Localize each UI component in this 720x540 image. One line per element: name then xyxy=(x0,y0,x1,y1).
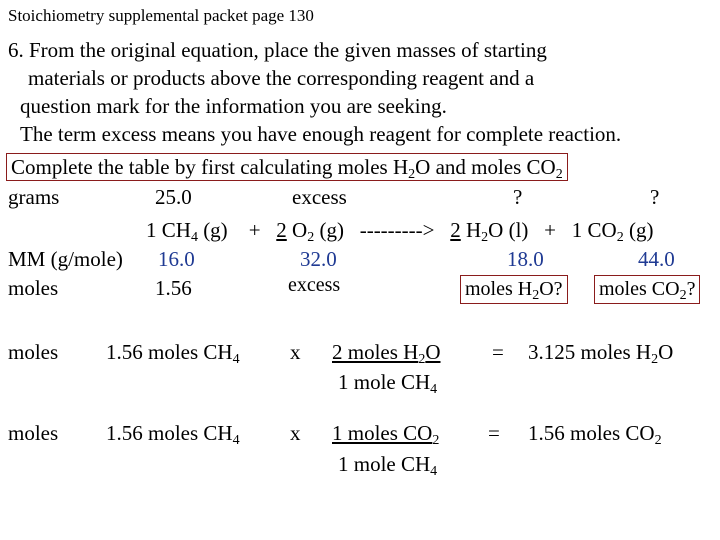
moles-h2o-boxed: moles $H_2O$? xyxy=(460,275,568,304)
instruction-line-4: The term excess means you have enough reagent for complete reaction. xyxy=(20,122,622,146)
calc1-denominator: 1 mole $CH_4$ xyxy=(338,370,438,397)
mm-h2o: 18.0 xyxy=(507,247,544,271)
calc2-given: 1.56 moles $CH_4$ xyxy=(106,421,240,448)
calc1-equals: = xyxy=(492,340,504,364)
page-header: Stoichiometry supplemental packet page 130 xyxy=(8,6,314,25)
calc2-result: 1.56 moles $CO_2$ xyxy=(528,421,662,448)
instruction-line-2: materials or products above the corresponding reagent and a xyxy=(28,66,535,90)
co2-formula: $CO_2$ (g) xyxy=(587,218,654,245)
grams-h2o: ? xyxy=(513,185,523,209)
instruction-line-1: 6. From the original equation, place the given masses of starting xyxy=(8,38,547,62)
reaction-arrow: ---------> xyxy=(359,218,435,242)
mm-label: MM (g/mole) xyxy=(8,247,123,271)
co2-coefficient: 1 xyxy=(571,218,583,242)
calc1-numerator: 2 moles $H_2O$ xyxy=(332,340,441,367)
instruction-line-3: question mark for the information you are seeking. xyxy=(20,94,447,118)
grams-o2: excess xyxy=(292,185,347,209)
plus-sign: + xyxy=(248,218,261,242)
moles-o2: excess xyxy=(288,274,341,296)
calc2-numerator: 1 moles $CO_2$ xyxy=(332,421,440,448)
calc2-denominator: 1 mole $CH_4$ xyxy=(338,452,438,479)
calc2-equals: = xyxy=(488,421,500,445)
plus-sign-2: + xyxy=(544,218,557,242)
ch4-coefficient: 1 xyxy=(146,218,157,242)
calc2-label: moles xyxy=(8,421,59,445)
moles-co2-boxed: moles $CO_2$? xyxy=(594,275,700,304)
calc1-times: x xyxy=(290,340,301,364)
moles-ch4: 1.56 xyxy=(155,276,192,300)
instruction-line-5-boxed: Complete the table by first calculating moles $H_2O$ and moles $CO_2$ xyxy=(6,153,568,181)
h2o-coefficient: 2 xyxy=(450,218,461,242)
calc1-given: 1.56 moles $CH_4$ xyxy=(106,340,240,367)
mm-ch4: 16.0 xyxy=(158,247,195,271)
mm-o2: 32.0 xyxy=(300,247,337,271)
calc2-times: x xyxy=(290,421,301,445)
o2-formula: $O_2$ (g) xyxy=(292,218,344,245)
equation xyxy=(146,218,653,243)
grams-label: grams xyxy=(8,185,60,209)
calc1-label: moles xyxy=(8,340,59,364)
grams-co2: ? xyxy=(650,185,660,209)
moles-label: moles xyxy=(8,276,59,300)
grams-ch4: 25.0 xyxy=(155,185,192,209)
calc1-result: 3.125 moles $H_2O$ xyxy=(528,340,674,367)
mm-co2: 44.0 xyxy=(638,247,675,271)
h2o-formula: $H_2O$ (l) xyxy=(466,218,529,245)
o2-coefficient: 2 xyxy=(276,218,287,242)
ch4-formula: $CH_4$ (g) xyxy=(161,218,228,245)
